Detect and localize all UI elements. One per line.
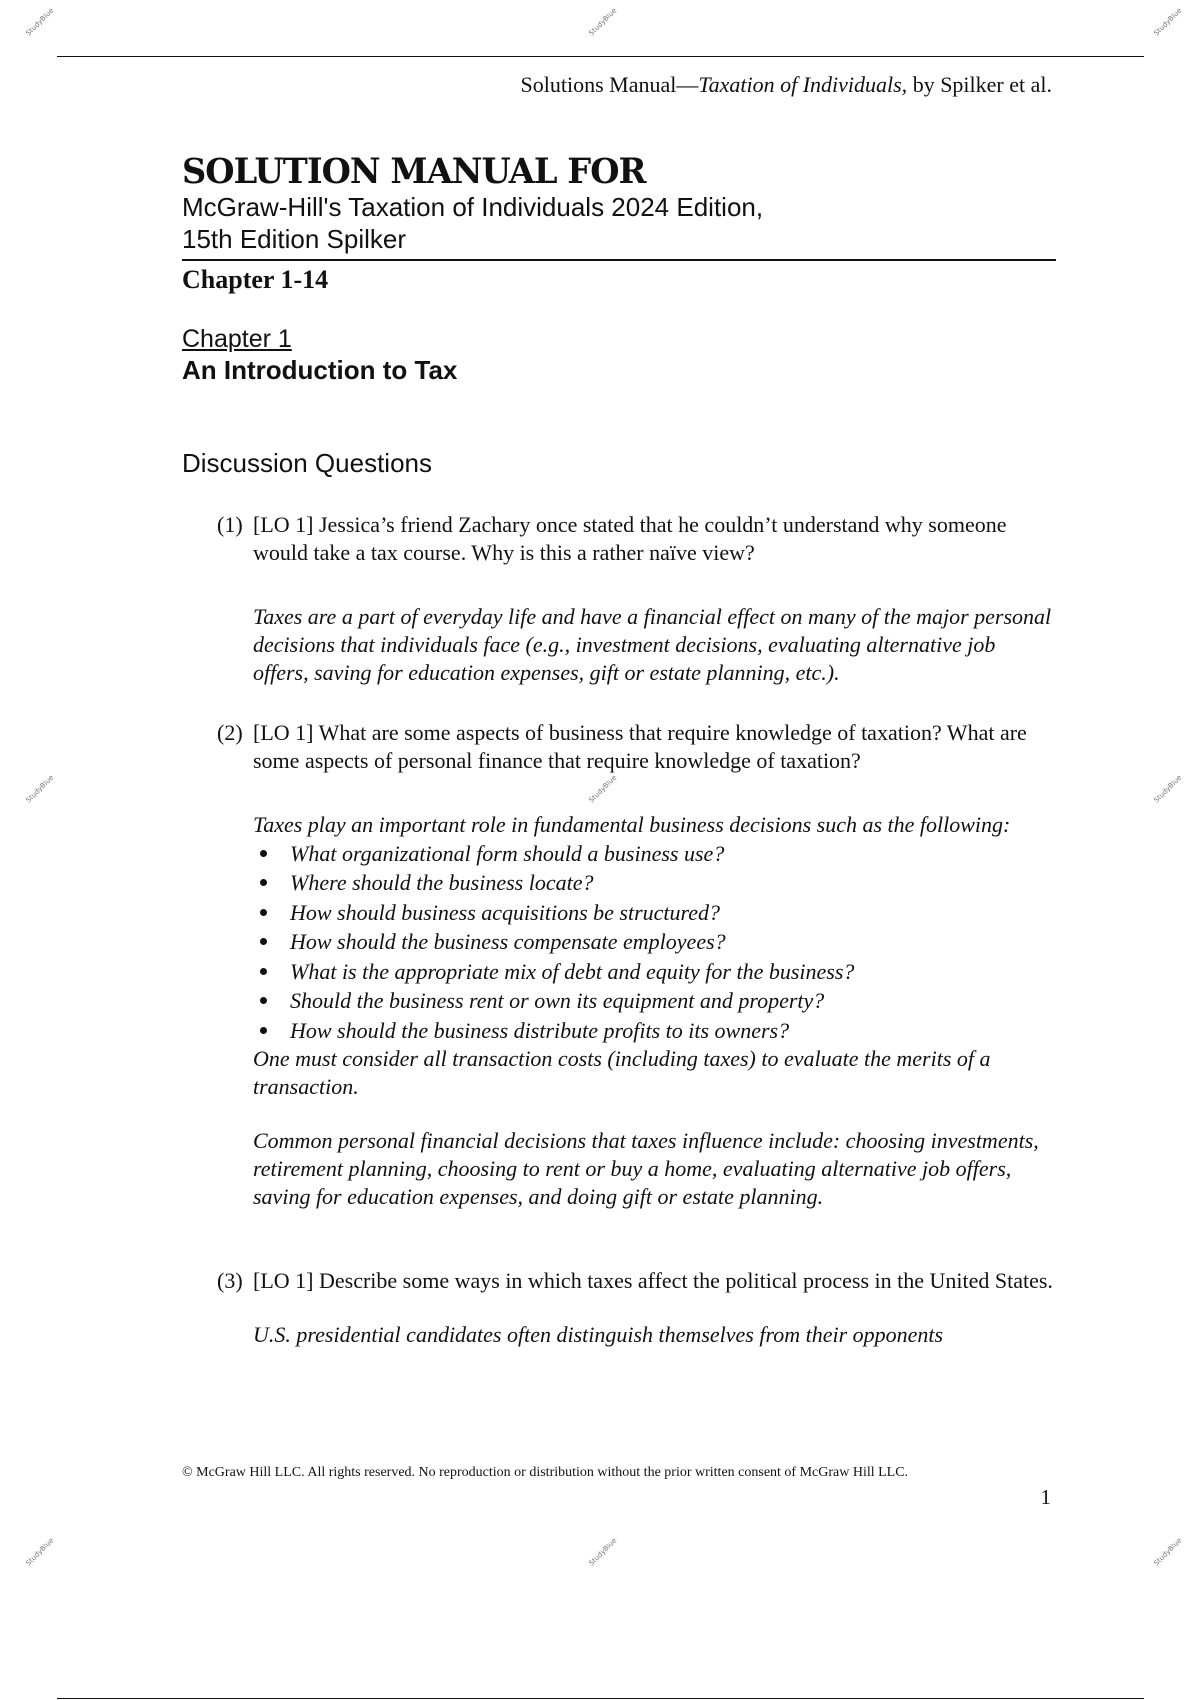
- chapter-title: An Introduction to Tax: [182, 354, 458, 385]
- answer-2-conclusion: One must consider all transaction costs (including taxes) to evaluate the merits of a transaction.: [253, 1046, 991, 1100]
- list-item: Where should the business locate?: [290, 868, 1056, 898]
- bottom-rule: [57, 1698, 1144, 1699]
- chapter-range: Chapter 1-14: [182, 264, 329, 294]
- question-list: [182, 511, 1056, 1350]
- chapter-label: Chapter 1: [182, 324, 292, 353]
- watermark: StudyBlue: [1152, 773, 1184, 805]
- question-number: (2): [217, 719, 243, 745]
- question-text: [LO 1] Jessica’s friend Zachary once stated that he couldn’t understand why someone would take a tax course. Why is this a rather naïve view?: [253, 511, 1007, 565]
- subtitle-line-2: 15th Edition Spilker: [182, 223, 407, 254]
- page-number: 1: [1040, 1485, 1051, 1509]
- business-decisions-list: [182, 839, 1056, 1046]
- watermark: StudyBlue: [24, 773, 56, 805]
- watermark: StudyBlue: [24, 6, 56, 38]
- title-divider: [182, 259, 1056, 261]
- subtitle-line-1: McGraw-Hill's Taxation of Individuals 2024 Edition,: [182, 191, 764, 222]
- watermark: StudyBlue: [1152, 1536, 1184, 1568]
- question-number: (1): [217, 511, 243, 537]
- question-number: (3): [217, 1268, 243, 1294]
- list-item: What organizational form should a business use?: [290, 839, 1056, 869]
- list-item: How should the business compensate employees?: [290, 927, 1056, 957]
- running-head: [521, 72, 1052, 98]
- watermark: StudyBlue: [1152, 6, 1184, 38]
- question-2: [182, 719, 1056, 775]
- list-item: How should the business distribute profits to its owners?: [290, 1016, 1056, 1046]
- running-head-suffix: by Spilker et al.: [907, 72, 1052, 97]
- question-1: [182, 511, 1056, 567]
- answer-2-personal: Common personal financial decisions that taxes influence include: choosing investments, retirement planning, choosing to rent or buy a home, evaluating alternative job offers, saving for education expenses, and doing gift or estate planning.: [253, 1128, 1039, 1210]
- watermark: StudyBlue: [587, 6, 619, 38]
- list-item: How should business acquisitions be structured?: [290, 898, 1056, 928]
- section-heading: Discussion Questions: [182, 447, 432, 478]
- question-text: [LO 1] What are some aspects of business that require knowledge of taxation? What are some aspects of personal finance that require knowledge of taxation?: [253, 719, 1027, 773]
- running-head-title: Taxation of Individuals,: [698, 72, 908, 97]
- document-title: SOLUTION MANUAL FOR: [182, 151, 646, 192]
- top-rule: [57, 56, 1144, 57]
- page-content: [182, 151, 1056, 1349]
- answer-3: U.S. presidential candidates often distinguish themselves from their opponents: [253, 1322, 944, 1348]
- question-text: [LO 1] Describe some ways in which taxes affect the political process in the United States.: [253, 1268, 1053, 1294]
- list-item: What is the appropriate mix of debt and equity for the business?: [290, 957, 1056, 987]
- list-item: Should the business rent or own its equipment and property?: [290, 986, 1056, 1016]
- running-head-prefix: Solutions Manual—: [520, 72, 699, 97]
- copyright-notice: © McGraw Hill LLC. All rights reserved. No reproduction or distribution without the prior written consent of McGraw Hill LLC.: [182, 1465, 909, 1480]
- watermark: StudyBlue: [587, 773, 619, 805]
- watermark: StudyBlue: [587, 1536, 619, 1568]
- question-3: [182, 1267, 1056, 1295]
- answer-1: Taxes are a part of everyday life and have a financial effect on many of the major personal decisions that individuals face (e.g., investment decisions, evaluating alternative job offers, saving for education expenses, gift or estate planning, etc.).: [253, 603, 1052, 685]
- answer-2-intro: Taxes play an important role in fundamental business decisions such as the following:: [253, 811, 1011, 837]
- watermark: StudyBlue: [24, 1536, 56, 1568]
